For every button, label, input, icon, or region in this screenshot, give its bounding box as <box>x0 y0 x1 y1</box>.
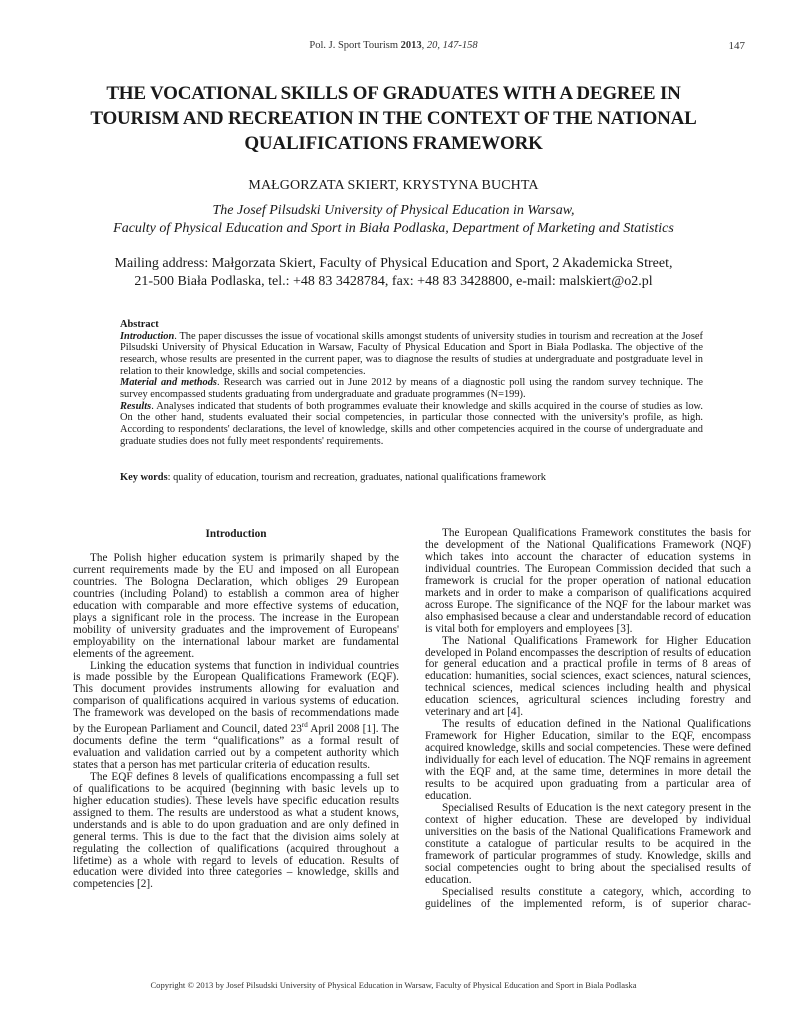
journal-volume-pages: 20, 147-158 <box>426 40 478 51</box>
affiliation-line-1: The Josef Pilsudski University of Physical Education in Warsaw, <box>212 203 575 218</box>
page-number: 147 <box>728 40 745 52</box>
abstract-results <box>120 401 703 448</box>
abstract-heading: Abstract <box>120 319 159 330</box>
abstract-results-label: Results <box>120 400 152 412</box>
right-column <box>425 528 751 911</box>
paragraph: The results of education defined in the National Qualifications Framework for Higher Education, similar to the EQF, encompass acquired knowledge, skills and social competencies. These were defined individually for each level of education. The NQF remains in agreement with the EQF and, at the same time, determines in more detail the results to be acquired upon graduating from a particular area of education. <box>425 718 751 802</box>
authors: MAŁGORZATA SKIERT, KRYSTYNA BUCHTA <box>248 178 539 193</box>
abstract-introduction <box>120 331 703 378</box>
left-column <box>73 528 399 891</box>
keywords-text: : quality of education, tourism and recreation, graduates, national qualifications framework <box>167 472 546 483</box>
abstract-intro-label: Introduction <box>120 330 175 342</box>
paragraph <box>73 661 399 772</box>
journal-name: Pol. J. Sport Tourism <box>309 40 398 51</box>
paragraph: Specialised Results of Education is the next category present in the context of higher education. These are developed by individual universities on the basis of the National Qualifications Framework and constitute a catalogue of particular results to be acquired in the framework of particular programmes of study. Knowledge, skills and social competencies ought to bring about the specialised results of education. <box>425 801 751 886</box>
abstract <box>120 319 703 447</box>
paragraph: The National Qualifications Framework for Higher Education developed in Poland encompasses the description of results of education for general education and a practical profile in terms of 8 areas of education: humanities, social sciences, exact sciences, natural sciences, technical sciences, medical sciences including health and physical education sciences, agricultural sciences including forestry and veterinary and art [4]. <box>425 634 751 719</box>
abstract-results-text: . Analyses indicated that students of both programmes evaluate their knowledge and skills acquired in the course of studies as low. On the other hand, students evaluated their social competencies, in particular those connected with the university's profile, as high. According to respondents' declarations, the level of knowledge, skills and other competencies acquired in the course of undergraduate and graduate studies does not fully meet respondents' requirements. <box>120 400 703 447</box>
paragraph: Specialised results constitute a category, which, according to guidelines of the implemented reform, is of superior charac- <box>425 885 751 910</box>
paragraph: The EQF defines 8 levels of qualifications encompassing a full set of qualifications to be acquired (beginning with basic levels up to higher education studies). These levels have specific education results assigned to them. The results are understood as what a student knows, understands and is able to do upon graduation and are only defined in general terms. This is due to the fact that the division aims solely at regulating the collection of qualifications (acquired throughout a lifetime) as a whole with regard to levels of education. Results of education were divided into three categories – knowledge, skills and competencies [2]. <box>73 770 399 891</box>
abstract-methods-text: . Research was carried out in June 2012 by means of a diagnostic poll using the random survey technique. The survey encompassed students graduating from undergraduate and graduate programmes (N=199). <box>120 377 703 400</box>
mailing-address-line-2: 21-500 Biała Podlaska, tel.: +48 83 3428784, fax: +48 83 3428800, e-mail: malskiert@o2.pl <box>134 274 653 289</box>
paragraph-text: April 2008 [1]. The documents define the term “qualifications” as a formal result of evaluation and validation carried out by a competent authority which states that a person has met particular criteria of education results. <box>73 723 399 771</box>
paragraph-text: Linking the education systems that function in individual countries is made possible by the European Qualifications Framework (EQF). This document provides instruments allowing for evaluation and comparison of qualifications acquired in various systems of education. The framework was developed on the basis of recommendations made by the European Parliament and Council, dated 23 <box>73 659 399 736</box>
running-head: Pol. J. Sport Tourism 2013, 20, 147-158 <box>309 40 478 51</box>
copyright-footer: Copyright © 2013 by Josef Pilsudski University of Physical Education in Warsaw, Faculty of Physical Education and Sport in Biala Podlaska <box>150 980 637 990</box>
ordinal-suffix: rd <box>301 721 308 730</box>
keywords <box>120 472 703 484</box>
mailing-address-line-1: Mailing address: Małgorzata Skiert, Faculty of Physical Education and Sport, 2 Akademicka Street, <box>114 256 673 271</box>
abstract-intro-text: . The paper discusses the issue of vocational skills amongst students of university studies in tourism and recreation at the Josef Pilsudski University of Physical Education in Warsaw, Faculty of Physical Education and Sport in Biała Podlaska. The objective of the research, whose results are presented in the current paper, was to diagnose the results of studies at undergraduate and postgraduate level in relation to their knowledge, skills and social competencies. <box>120 330 703 377</box>
keywords-label: Key words <box>120 472 168 483</box>
paragraph: The Polish higher education system is primarily shaped by the current requirements made by the EU and imposed on all European countries. The Bologna Declaration, which obliges 29 European countries (including Poland) to establish a common area of higher education with comparable and more effective systems of education, plays a significant role in the process. The increase in the European mobility of university graduates and the improvement of Europeans' employability on the international labour market are fundamental elements of the agreement. <box>73 551 399 660</box>
abstract-methods <box>120 377 703 400</box>
journal-year: 2013 <box>400 40 422 51</box>
section-heading-introduction: Introduction <box>205 528 267 540</box>
paper-title: THE VOCATIONAL SKILLS OF GRADUATES WITH A DEGREE IN TOURISM AND RECREATION IN THE CONTEXT OF THE NATIONAL QUALIFICATIONS FRAMEWORK <box>90 83 697 154</box>
abstract-methods-label: Material and methods <box>120 377 217 389</box>
paragraph: The European Qualifications Framework constitutes the basis for the development of the National Qualifications Framework (NQF) which takes into account the character of education systems in individual countries. The European Commission decided that such a framework is crucial for the proper operation of national education markets and in order to make a comparison of qualifications acquired across Europe. The significance of the NQF for the labour market was also emphasised because a clear and understandable record of education is vital both for employers and employees [3]. <box>425 527 751 635</box>
affiliation-line-2: Faculty of Physical Education and Sport in Biała Podlaska, Department of Marketing and Statistics <box>113 221 674 236</box>
